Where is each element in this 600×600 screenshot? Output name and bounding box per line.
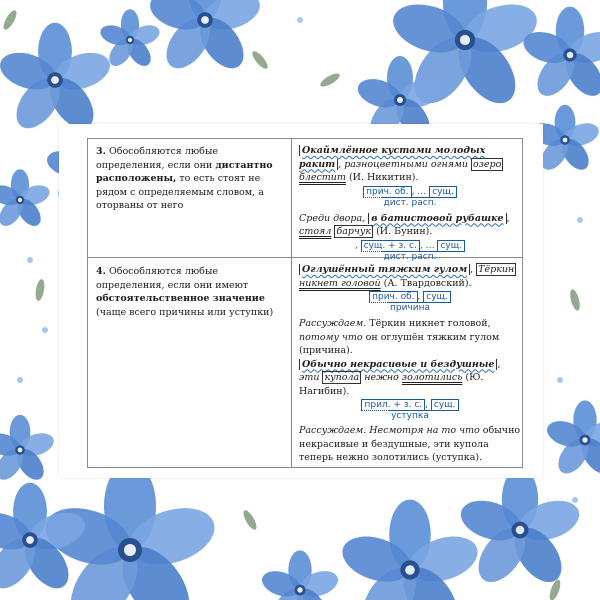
scheme-1 <box>299 186 521 198</box>
predicate-word: никнет головой <box>299 277 381 289</box>
subject-word: Тёркин <box>478 264 515 275</box>
rule-3-text-a: Обособляются любые определения, если они <box>96 146 219 171</box>
scheme-part: сущ. <box>429 186 457 198</box>
ex-text: эти <box>299 372 323 383</box>
rule-3-examples <box>299 144 521 263</box>
author: (И. Никитин). <box>348 172 419 183</box>
scheme-part: сущ. <box>437 240 465 252</box>
rule-3-text <box>96 145 286 213</box>
rule-4-text-a: Обособляются любые определения, если они имеют <box>96 266 249 291</box>
rules-card <box>59 124 543 478</box>
scheme-sep: , … <box>419 240 435 251</box>
participial-phrase: Окаймлённое кустами молодых ракит <box>299 145 486 170</box>
subject-word: озеро <box>473 158 502 170</box>
subject-word: купола <box>324 372 360 383</box>
reasoning-lead: Рассуждаем. Несмотря на то что <box>299 425 480 436</box>
scheme-sep: , <box>354 240 358 251</box>
rule-4-example-2 <box>299 358 521 399</box>
ex-text: , разноцветными огнями <box>338 158 472 170</box>
scheme-1-label <box>299 198 521 209</box>
ex-text: , <box>470 264 477 275</box>
subject-word: барчук <box>336 226 372 237</box>
rule-3-example-1 <box>299 144 521 185</box>
reasoning-2 <box>299 424 521 465</box>
ex-text: Среди двора, <box>299 212 369 224</box>
reasoning-text: он оглушён тяжким гулом (причина). <box>299 331 500 356</box>
scheme-label: причина <box>389 303 430 313</box>
rules-table <box>87 138 523 468</box>
predicate-word: стоял <box>299 226 332 237</box>
reasoning-lead: Рассуждаем. <box>299 318 367 329</box>
rule-4-text-b: (чаще всего причины или уступки) <box>96 306 274 318</box>
ex-text: нежно <box>364 372 402 383</box>
participial-phrase: Оглушённый тяжким гулом <box>299 264 470 275</box>
rule-4-number: 4. <box>96 266 106 277</box>
scheme-sep: , … <box>411 186 427 197</box>
scheme-sep: , <box>417 292 421 302</box>
predicate-word: золотились <box>401 372 463 383</box>
author: (А. Твардовский). <box>380 277 472 289</box>
reasoning-1 <box>299 317 521 358</box>
adjective-phrase: Обычно некрасивые и бездушные <box>299 359 497 370</box>
reasoning-text: обычно некрасивые и бездушные, эти купола теперь нежно золотились (уступка). <box>299 425 521 463</box>
scheme-2-label <box>299 252 521 263</box>
rule-4-text <box>96 265 286 319</box>
scheme-part: прич. об. <box>369 291 417 303</box>
scheme-part: прил. + з. с. <box>361 399 425 411</box>
participial-phrase: в батистовой рубашке <box>368 213 506 224</box>
scheme-part: сущ. <box>431 399 459 411</box>
predicate-word: блестит <box>299 172 346 183</box>
reasoning-italic: потому что <box>299 331 363 343</box>
ex-text: , <box>497 358 501 370</box>
column-divider <box>291 139 292 467</box>
ex-text: , <box>506 212 510 224</box>
scheme-part: сущ. <box>423 291 451 303</box>
rule-3-bold: дистантно расположены, <box>96 159 273 184</box>
scheme-part: прич. об. <box>363 186 411 198</box>
scheme-4-label <box>299 411 521 422</box>
author: (Ю. Нагибин). <box>299 372 484 397</box>
scheme-label: уступка <box>391 411 429 421</box>
rule-3-text-b: то есть стоят не рядом с определяемым словом, а оторваны от него <box>96 173 264 211</box>
scheme-label: дист. расп. <box>383 197 437 208</box>
scheme-2 <box>299 240 521 252</box>
rule-4-bold: обстоятельственное значение <box>96 293 265 304</box>
author: (И. Бунин). <box>373 226 433 237</box>
scheme-part: сущ. + з. с. <box>361 240 420 252</box>
rule-4-examples <box>299 263 521 465</box>
rule-3-example-2 <box>299 212 521 239</box>
rule-4-example-1 <box>299 263 521 290</box>
scheme-3-label <box>299 303 521 314</box>
scheme-label: дист. расп. <box>383 251 437 262</box>
rule-3-number: 3. <box>96 146 106 157</box>
reasoning-text: Тёркин никнет головой, <box>366 318 491 329</box>
scheme-sep: , <box>425 400 428 410</box>
